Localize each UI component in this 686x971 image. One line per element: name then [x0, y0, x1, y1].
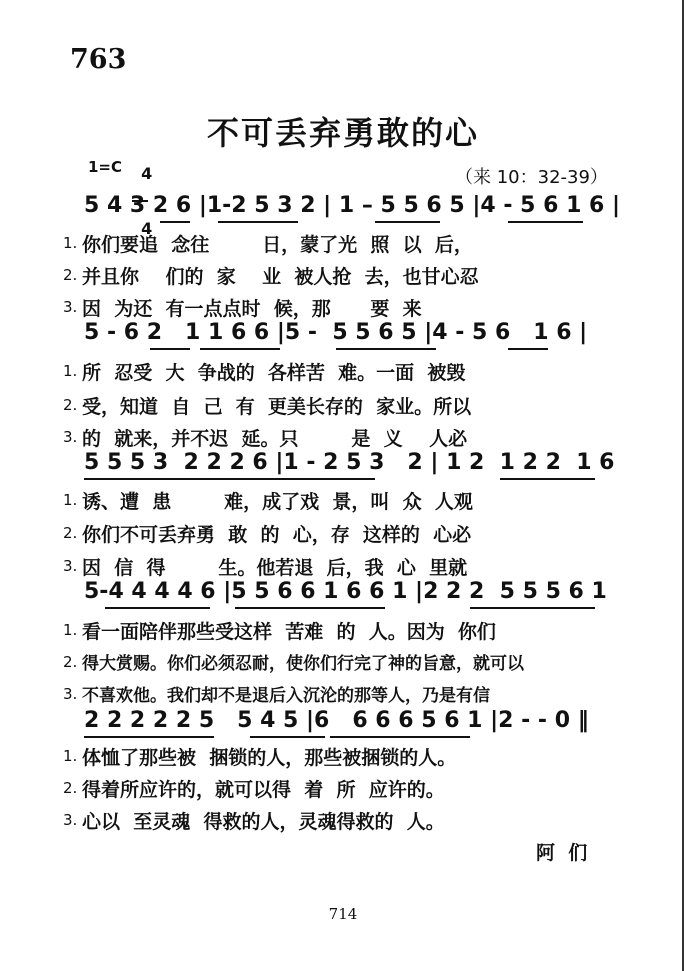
beam-underline — [300, 478, 375, 480]
beam-underline — [508, 348, 548, 350]
lyric-line-2-1: 所 忍受 大 争战的 各样苦 难。一面 被毁 — [82, 362, 466, 384]
verse-label: 3. — [63, 298, 78, 316]
verse-label: 2. — [63, 266, 78, 284]
beam-underline — [160, 221, 190, 223]
verse-label: 3. — [63, 685, 78, 703]
lyric-line-4-1: 看一面陪伴那些受这样 苦难 的 人。因为 你们 — [82, 621, 496, 643]
lyric-line-5-1: 体恤了那些被 捆锁的人，那些被捆锁的人。 — [82, 747, 457, 769]
lyric-line-3-3: 因 信 得 生。他若退 后，我 心 里就 — [82, 557, 468, 579]
notation-line-1: 5 4 3 2 6 |1-2 5 3 2 | 1 – 5 5 6 5 |4 - 5 6 1 6 | — [84, 193, 621, 218]
beam-underline — [330, 736, 470, 738]
lyric-line-1-1: 你们要追 念往 日，蒙了光 照 以 后， — [82, 234, 473, 256]
lyric-line-1-2: 并且你 们的 家 业 被人抢 去，也甘心忍 — [82, 266, 479, 288]
hymn-title: 不可丢弃勇敢的心 — [206, 114, 479, 152]
beam-underline — [218, 221, 298, 223]
verse-label: 2. — [63, 396, 78, 414]
verse-label: 2. — [63, 653, 78, 671]
beam-underline — [84, 736, 214, 738]
hymn-number: 763 — [70, 44, 127, 75]
verse-label: 2. — [63, 524, 78, 542]
beam-underline — [235, 607, 385, 609]
lyric-line-5-3: 心以 至灵魂 得救的人，灵魂得救的 人。 — [82, 811, 445, 833]
beam-underline — [470, 607, 595, 609]
key-signature: 1=C — [88, 158, 123, 176]
time-signature-top: 4 — [141, 164, 153, 183]
verse-label: 1. — [63, 234, 78, 252]
lyric-line-3-2: 你们不可丢弃勇 敢 的 心，存 这样的 心必 — [82, 524, 472, 546]
amen-text: 阿 们 — [536, 842, 588, 864]
lyric-line-4-3: 不喜欢他。我们却不是退后入沉沦的那等人，乃是有信 — [82, 686, 490, 706]
lyric-line-5-2: 得着所应许的，就可以得 着 所 应许的。 — [82, 779, 445, 801]
beam-underline — [105, 607, 210, 609]
page-number: 714 — [328, 905, 358, 923]
beam-underline — [200, 348, 280, 350]
verse-label: 3. — [63, 428, 78, 446]
notation-line-2: 5 - 6 2 1 1 6 6 |5 - 5 5 6 5 |4 - 5 6 1 6 | — [84, 320, 588, 345]
notation-line-4: 5-4 4 4 4 6 |5 5 6 6 1 6 6 1 |2 2 2 5 5 5 6 1 — [84, 579, 607, 604]
lyric-line-4-2: 得大赏赐。你们必须忍耐，使你们行完了神的旨意，就可以 — [82, 654, 524, 674]
lyric-line-2-3: 的 就来，并不迟 延。只 是 义 人必 — [82, 428, 468, 450]
beam-underline — [375, 221, 440, 223]
verse-label: 3. — [63, 811, 78, 829]
lyric-line-1-3: 因 为还 有一点点时 候，那 要 来 — [82, 298, 422, 320]
lyric-line-2-2: 受，知道 自 己 有 更美长存的 家业。所以 — [82, 396, 472, 418]
lyric-line-3-1: 诱、遭 患 难，成了戏 景，叫 众 人观 — [82, 491, 473, 513]
verse-label: 2. — [63, 779, 78, 797]
beam-underline — [508, 221, 583, 223]
beam-underline — [336, 348, 436, 350]
verse-label: 3. — [63, 557, 78, 575]
notation-line-3: 5 5 5 3 2 2 2 6 |1 - 2 5 3 2 | 1 2 1 2 2 1 6 — [84, 450, 615, 475]
verse-label: 1. — [63, 362, 78, 380]
notation-line-5: 2 2 2 2 2 5 5 4 5 |6 6 6 6 5 6 1 |2 - - 0 ‖ — [84, 708, 589, 733]
beam-underline — [150, 348, 190, 350]
verse-label: 1. — [63, 621, 78, 639]
scripture-reference: （来 10：32-39） — [455, 167, 608, 188]
beam-underline — [500, 478, 595, 480]
verse-label: 1. — [63, 491, 78, 509]
time-signature-bottom: 4 — [141, 219, 153, 238]
beam-underline — [250, 736, 325, 738]
verse-label: 1. — [63, 747, 78, 765]
